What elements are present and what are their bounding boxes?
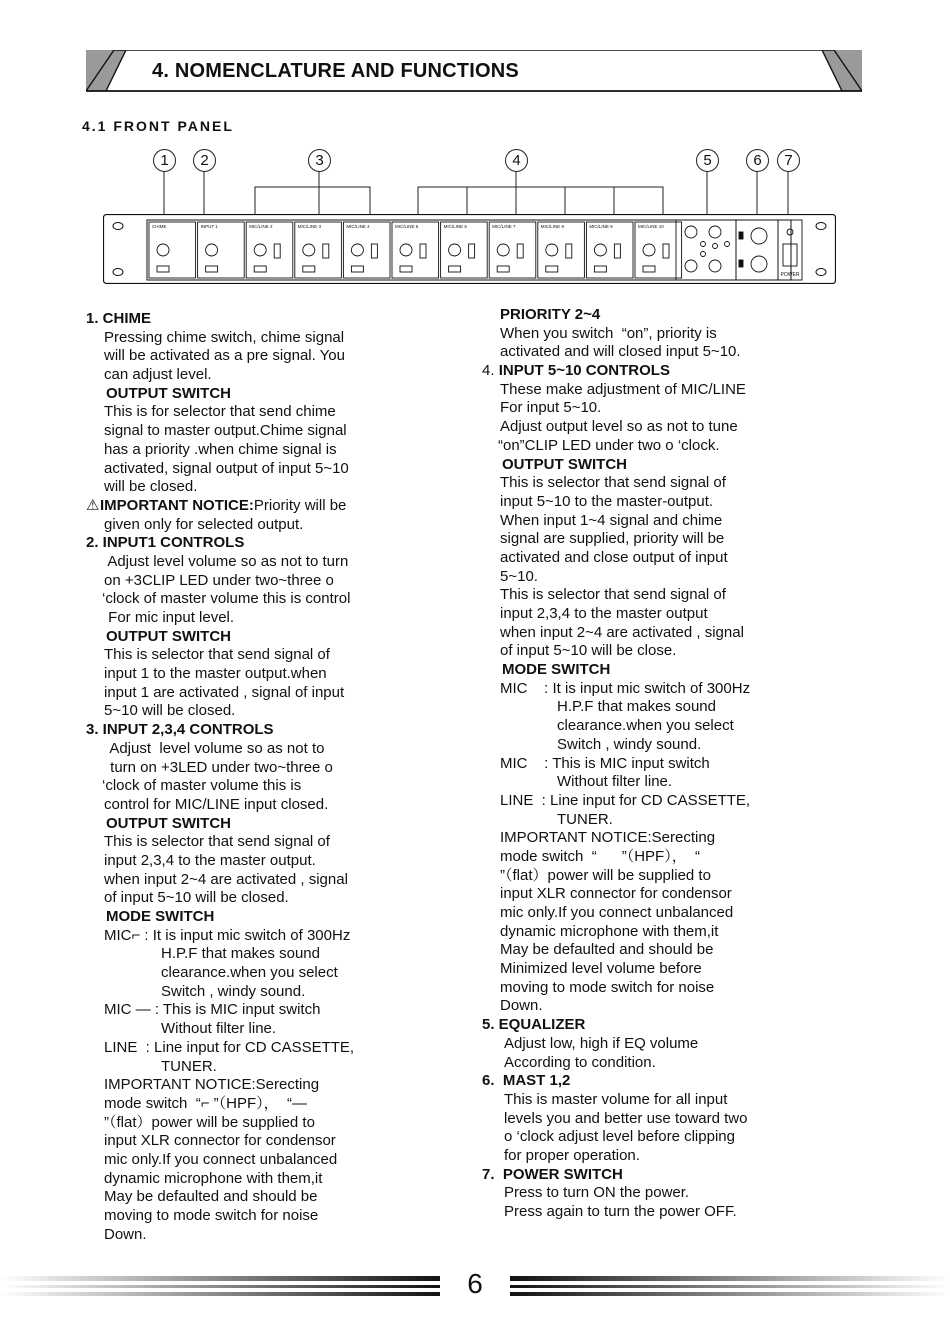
text-line: LINE : Line input for CD CASSETTE, xyxy=(500,791,751,809)
text-line: OUTPUT SWITCH xyxy=(106,627,231,645)
text-line: when input 2~4 are activated , signal xyxy=(104,870,348,888)
text-line: Pressing chime switch, chime signal xyxy=(104,328,345,346)
callout-7: 7 xyxy=(777,149,800,172)
text-line: will be closed. xyxy=(104,478,198,496)
text-line: 6. MAST 1,2 xyxy=(482,1072,571,1090)
text-line: input 5~10 to the master-output. xyxy=(500,492,714,510)
notice-label: IMPORTANT NOTICE: xyxy=(100,496,254,514)
text-line: May be defaulted and should be xyxy=(104,1188,318,1206)
channel-label: MIC/LINE 3 xyxy=(297,224,322,229)
text-line xyxy=(86,497,386,516)
callout-3: 3 xyxy=(308,149,331,172)
callout-2: 2 xyxy=(193,149,216,172)
text-line: When input 1~4 signal and chime xyxy=(500,511,723,529)
text-line: will be activated as a pre signal. You xyxy=(104,347,345,365)
text-line: This is master volume for all input xyxy=(504,1090,728,1108)
text-line: May be defaulted and should be xyxy=(500,941,714,959)
page-title: 4. NOMENCLATURE AND FUNCTIONS xyxy=(152,60,519,82)
text-line: Adjust level volume so as not to turn xyxy=(104,552,349,570)
text-line: IMPORTANT NOTICE:Serecting xyxy=(104,1076,320,1094)
text-line: ”（flat）power will be supplied to xyxy=(500,866,711,884)
text-line: 5~10. xyxy=(500,567,538,585)
callout-5: 5 xyxy=(696,149,719,172)
front-panel-svg xyxy=(103,214,836,284)
text-line: ‘clock of master volume this is control xyxy=(102,590,351,608)
text-line: MIC⌐ : It is input mic switch of 300Hz xyxy=(104,926,351,944)
text-line: levels you and better use toward two xyxy=(504,1109,748,1127)
text-line: MIC : This is MIC input switch xyxy=(500,754,710,772)
callout-6: 6 xyxy=(746,149,769,172)
text-line: Switch , windy sound. xyxy=(557,735,702,753)
text-line: can adjust level. xyxy=(104,366,212,384)
text-line: mic only.If you connect unbalanced xyxy=(104,1150,338,1168)
text-line: 2. INPUT1 CONTROLS xyxy=(86,534,245,552)
text-line: MODE SWITCH xyxy=(106,908,215,925)
text-line: MIC : It is input mic switch of 300Hz xyxy=(500,679,751,697)
text-line: When you switch “on”, priority is xyxy=(500,324,717,342)
page-number: 6 xyxy=(467,1268,483,1299)
text-line: turn on +3LED under two~three o xyxy=(106,758,333,776)
text-line: TUNER. xyxy=(161,1057,217,1075)
channel-label: MIC/LINE 4 xyxy=(346,224,370,229)
text-line: 5~10 will be closed. xyxy=(104,702,236,720)
text-line: has a priority .when chime signal is xyxy=(104,440,337,458)
channel-label: MIC/LINE 5 xyxy=(395,224,419,229)
text-line: when input 2~4 are activated , signal xyxy=(500,623,744,641)
callout-1: 1 xyxy=(153,149,176,172)
notice-text: Priority will be xyxy=(253,496,347,514)
channel-label: MIC/LINE 9 xyxy=(589,224,613,229)
text-line: Down. xyxy=(500,997,543,1015)
text-line: OUTPUT SWITCH xyxy=(106,814,231,832)
text-line: Adjust low, high if EQ volume xyxy=(504,1034,699,1052)
text-line: o ‘clock adjust level before clipping xyxy=(504,1128,735,1146)
text-line: Press to turn ON the power. xyxy=(504,1184,690,1202)
text-line: clearance.when you select xyxy=(557,717,734,735)
channel-label: CHIME xyxy=(152,224,167,229)
text-line: Adjust output level so as not to tune xyxy=(500,418,738,436)
heading-number: 4. xyxy=(482,362,499,380)
text-line: This is for selector that send chime xyxy=(104,403,336,421)
text-line: dynamic microphone with them,it xyxy=(104,1169,323,1187)
text-line: mode switch “ ”（HPF）， “ xyxy=(500,847,701,865)
text-line: For mic input level. xyxy=(104,609,235,626)
text-line: of input 5~10 will be closed. xyxy=(104,889,289,907)
text-line: OUTPUT SWITCH xyxy=(106,384,231,402)
text-line: signal to master output.Chime signal xyxy=(104,422,347,440)
text-line: 1. CHIME xyxy=(86,310,152,327)
text-line: Press again to turn the power OFF. xyxy=(504,1203,737,1220)
text-line: H.P.F that makes sound xyxy=(557,698,716,716)
text-line: input XLR connector for condensor xyxy=(104,1132,336,1150)
warning-icon: ⚠ xyxy=(86,496,100,514)
text-line: activated and will closed input 5~10. xyxy=(500,343,741,361)
text-line: Without filter line. xyxy=(161,1020,277,1038)
text-line: mode switch “⌐ ”（HPF）， “— xyxy=(104,1094,307,1112)
text-line: input 2,3,4 to the master output xyxy=(500,605,708,622)
text-line: 5. EQUALIZER xyxy=(482,1016,586,1034)
channel-label: MIC/LINE 10 xyxy=(638,224,664,229)
channel-label: MIC/LINE 6 xyxy=(443,224,467,229)
text-line: mic only.If you connect unbalanced xyxy=(500,904,734,921)
text-line: For input 5~10. xyxy=(500,399,602,417)
text-line: input XLR connector for condensor xyxy=(500,885,732,903)
text-line: for proper operation. xyxy=(504,1146,640,1164)
text-line: dynamic microphone with them,it xyxy=(500,922,719,940)
text-line: Down. xyxy=(104,1225,147,1243)
text-line: IMPORTANT NOTICE:Serecting xyxy=(500,829,716,847)
text-line: OUTPUT SWITCH xyxy=(502,455,627,473)
power-label: POWER xyxy=(780,272,800,278)
text-line: input 1 are activated , signal of input xyxy=(104,683,345,701)
text-line: This is selector that send signal of xyxy=(104,833,330,851)
text-line: These make adjustment of MIC/LINE xyxy=(500,380,746,398)
text-line: H.P.F that makes sound xyxy=(161,945,320,963)
text-line: MIC — : This is MIC input switch xyxy=(104,1001,321,1019)
channel-label: INPUT 1 xyxy=(200,224,218,229)
text-line: input 2,3,4 to the master output. xyxy=(104,851,316,869)
text-line: input 1 to the master output.when xyxy=(104,665,327,683)
text-line: This is selector that send signal of xyxy=(500,586,726,604)
text-line: Switch , windy sound. xyxy=(161,982,306,1000)
text-line: This is selector that send signal of xyxy=(104,646,330,664)
text-line: signal are supplied, priority will be xyxy=(500,530,725,548)
text-line: ”（flat）power will be supplied to xyxy=(104,1113,315,1131)
text-line: moving to mode switch for noise xyxy=(104,1207,319,1224)
callout-4: 4 xyxy=(505,149,528,172)
header-banner xyxy=(86,50,862,92)
left-text-column xyxy=(86,310,386,1244)
channel-label: MIC/LINE 8 xyxy=(540,224,565,229)
text-line: Adjust level volume so as not to xyxy=(106,739,325,757)
text-line: of input 5~10 will be close. xyxy=(500,642,677,660)
section-title: 4.1 FRONT PANEL xyxy=(82,118,234,134)
text-line: 7. POWER SWITCH xyxy=(482,1165,623,1183)
text-line: activated, signal output of input 5~10 xyxy=(104,459,349,477)
text-line: Without filter line. xyxy=(557,773,673,791)
channel-label: MIC/LINE 2 xyxy=(249,224,273,229)
text-line: LINE : Line input for CD CASSETTE, xyxy=(104,1038,355,1056)
text-line: TUNER. xyxy=(557,810,613,828)
text-line: “on”CLIP LED under two o ‘clock. xyxy=(498,436,720,454)
text-line: on +3CLIP LED under two~three o xyxy=(104,571,334,589)
front-panel-illustration xyxy=(103,214,836,284)
text-line: MODE SWITCH xyxy=(502,661,611,679)
text-line xyxy=(482,362,782,381)
text-line: activated and close output of input xyxy=(500,548,728,566)
text-line: Minimized level volume before xyxy=(500,960,702,978)
text-line: 3. INPUT 2,3,4 CONTROLS xyxy=(86,721,274,739)
text-line: PRIORITY 2~4 xyxy=(500,306,601,323)
text-line: moving to mode switch for noise xyxy=(500,978,715,996)
right-text-column xyxy=(482,306,782,1222)
text-line: control for MIC/LINE input closed. xyxy=(104,795,329,813)
channel-label: MIC/LINE 7 xyxy=(492,224,516,229)
text-line: given only for selected output. xyxy=(104,515,304,533)
text-line: clearance.when you select xyxy=(161,964,338,982)
text-line: According to condition. xyxy=(504,1053,656,1071)
text-line: This is selector that send signal of xyxy=(500,474,726,492)
heading-label: INPUT 5~10 CONTROLS xyxy=(498,362,670,380)
text-line: ‘clock of master volume this is xyxy=(102,777,302,795)
